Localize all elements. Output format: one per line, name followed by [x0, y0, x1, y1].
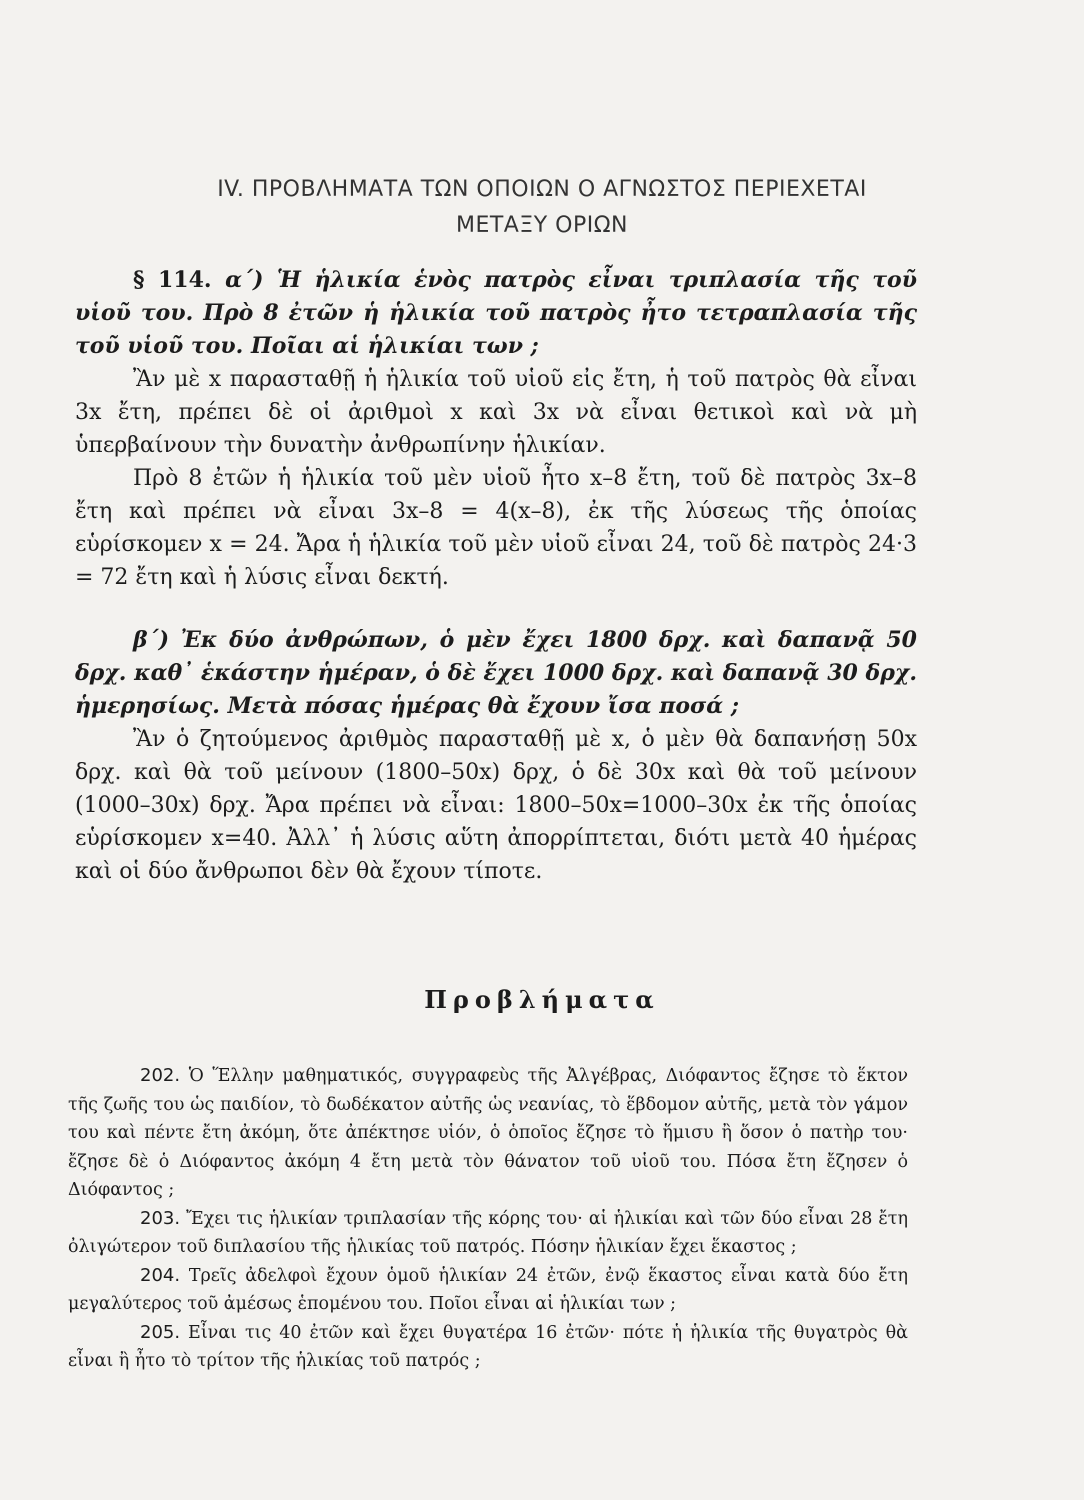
problem-number: 204. [140, 1264, 181, 1286]
problem-number: 202. [140, 1065, 181, 1086]
problem-a-statement [75, 264, 917, 363]
problem-item [68, 1262, 908, 1319]
problems-heading: Προβλήματα [424, 985, 660, 1014]
problem-item [68, 1205, 908, 1262]
chapter-title-line-2: ΜΕΤΑΞΥ ΟΡΙΩΝ [455, 213, 629, 238]
problem-number: 203. [140, 1207, 181, 1229]
problem-b-solution: Ἂν ὁ ζητούμενος ἀριθμὸς παρασταθῇ μὲ x, ὁ μὲν θὰ δαπανήσῃ 50x δρχ. καὶ θὰ τοῦ μείνουν (1800–50x) δρχ, ὁ δὲ 30x καὶ θὰ τοῦ μείνουν (1000–30x) δρχ. Ἄρα πρέπει νὰ εἶναι: 1800–50x=1000–30x ἐκ τῆς ὁποίας εὑρίσκομεν x=40. Ἀλλ᾽ ἡ λύσις αὕτη ἀπορρίπτεται, διότι μετὰ 40 ἡμέρας καὶ οἱ δύο ἄνθρωποι δὲν θὰ ἔχουν τίποτε. [75, 727, 917, 884]
problem-item [68, 1062, 908, 1205]
problem-a-solution-1: Ἂν μὲ x παρασταθῇ ἡ ἡλικία τοῦ υἱοῦ εἰς ἔτη, ἡ τοῦ πατρὸς θὰ εἶναι 3x ἔτη, πρέπει δὲ οἱ ἀριθμοὶ x καὶ 3x νὰ εἶναι θετικοὶ καὶ νὰ μὴ ὑπερβαίνουν τὴν δυνατὴν ἀνθρωπίνην ἡλικίαν. [75, 367, 917, 458]
problem-text: Τρεῖς ἀδελφοὶ ἔχουν ὁμοῦ ἡλικίαν 24 ἐτῶν, ἐνῷ ἕκαστος εἶναι κατὰ δύο ἔτη μεγαλύτερος τοῦ ἀμέσως ἑπομένου του. Ποῖοι εἶναι αἱ ἡλικίαι των ; [68, 1265, 908, 1314]
problem-b-statement: β΄) Ἐκ δύο ἀνθρώπων, ὁ μὲν ἔχει 1800 δρχ. καὶ δαπανᾷ 50 δρχ. καθ᾽ ἑκάστην ἡμέραν, ὁ δὲ ἔχει 1000 δρχ. καὶ δαπανᾷ 30 δρχ. ἡμερησίως. Μετὰ πόσας ἡμέρας θὰ ἔχουν ἴσα ποσά ; [75, 627, 917, 719]
problem-a-solution-2: Πρὸ 8 ἐτῶν ἡ ἡλικία τοῦ μὲν υἱοῦ ἦτο x–8 ἔτη, τοῦ δὲ πατρὸς 3x–8 ἔτη καὶ πρέπει νὰ εἶναι 3x–8 = 4(x–8), ἐκ τῆς λύσεως τῆς ὁποίας εὑρίσκομεν x = 24. Ἄρα ἡ ἡλικία τοῦ μὲν υἱοῦ εἶναι 24, τοῦ δὲ πατρὸς 24·3 = 72 ἔτη καὶ ἡ λύσις εἶναι δεκτή. [75, 466, 917, 590]
problem-a-text: α΄) Ἡ ἡλικία ἑνὸς πατρὸς εἶναι τριπλασία τῆς τοῦ υἱοῦ του. Πρὸ 8 ἐτῶν ἡ ἡλικία τοῦ πατρὸς ἦτο τετραπλασία τῆς τοῦ υἱοῦ του. Ποῖαι αἱ ἡλικίαι των ; [75, 267, 917, 359]
problem-item [68, 1319, 908, 1376]
problems-list [68, 1062, 908, 1376]
section-114-b [75, 624, 917, 888]
section-mark: § 114. [133, 267, 212, 293]
problem-number: 205. [140, 1321, 181, 1343]
chapter-title-line-1: IV. ΠΡΟΒΛΗΜΑΤΑ ΤΩΝ ΟΠΟΙΩΝ Ο ΑΓΝΩΣΤΟΣ ΠΕΡΙΕΧΕΤΑΙ [217, 177, 867, 202]
problem-text: Ἔχει τις ἡλικίαν τριπλασίαν τῆς κόρης του· αἱ ἡλικίαι καὶ τῶν δύο εἶναι 28 ἔτη ὀλιγώτερον τοῦ διπλασίου τῆς ἡλικίας τοῦ πατρός. Πόσην ἡλικίαν ἔχει ἕκαστος ; [68, 1208, 908, 1257]
section-114-a [75, 264, 917, 594]
problem-text: Ὁ Ἕλλην μαθηματικός, συγγραφεὺς τῆς Ἀλγέβρας, Διόφαντος ἔζησε τὸ ἕκτον τῆς ζωῆς του ὡς παιδίον, τὸ δωδέκατον αὐτῆς ὡς νεανίας, τὸ ἕβδομον αὐτῆς, μετὰ τὸν γάμον του καὶ πέντε ἔτη ἀκόμη, ὅτε ἀπέκτησε υἱόν, ὁ ὁποῖος ἔζησε τὸ ἥμισυ ἢ ὅσον ὁ πατὴρ του· ἔζησε δὲ ὁ Διόφαντος ἀκόμη 4 ἔτη μετὰ τὸν θάνατον τοῦ υἱοῦ του. Πόσα ἔτη ἔζησεν ὁ Διόφαντος ; [68, 1066, 908, 1200]
problem-text: Εἶναι τις 40 ἐτῶν καὶ ἔχει θυγατέρα 16 ἐτῶν· πότε ἡ ἡλικία τῆς θυγατρὸς θὰ εἶναι ἢ ἦτο τὸ τρίτον τῆς ἡλικίας τοῦ πατρός ; [68, 1322, 908, 1371]
chapter-title [60, 172, 1024, 244]
